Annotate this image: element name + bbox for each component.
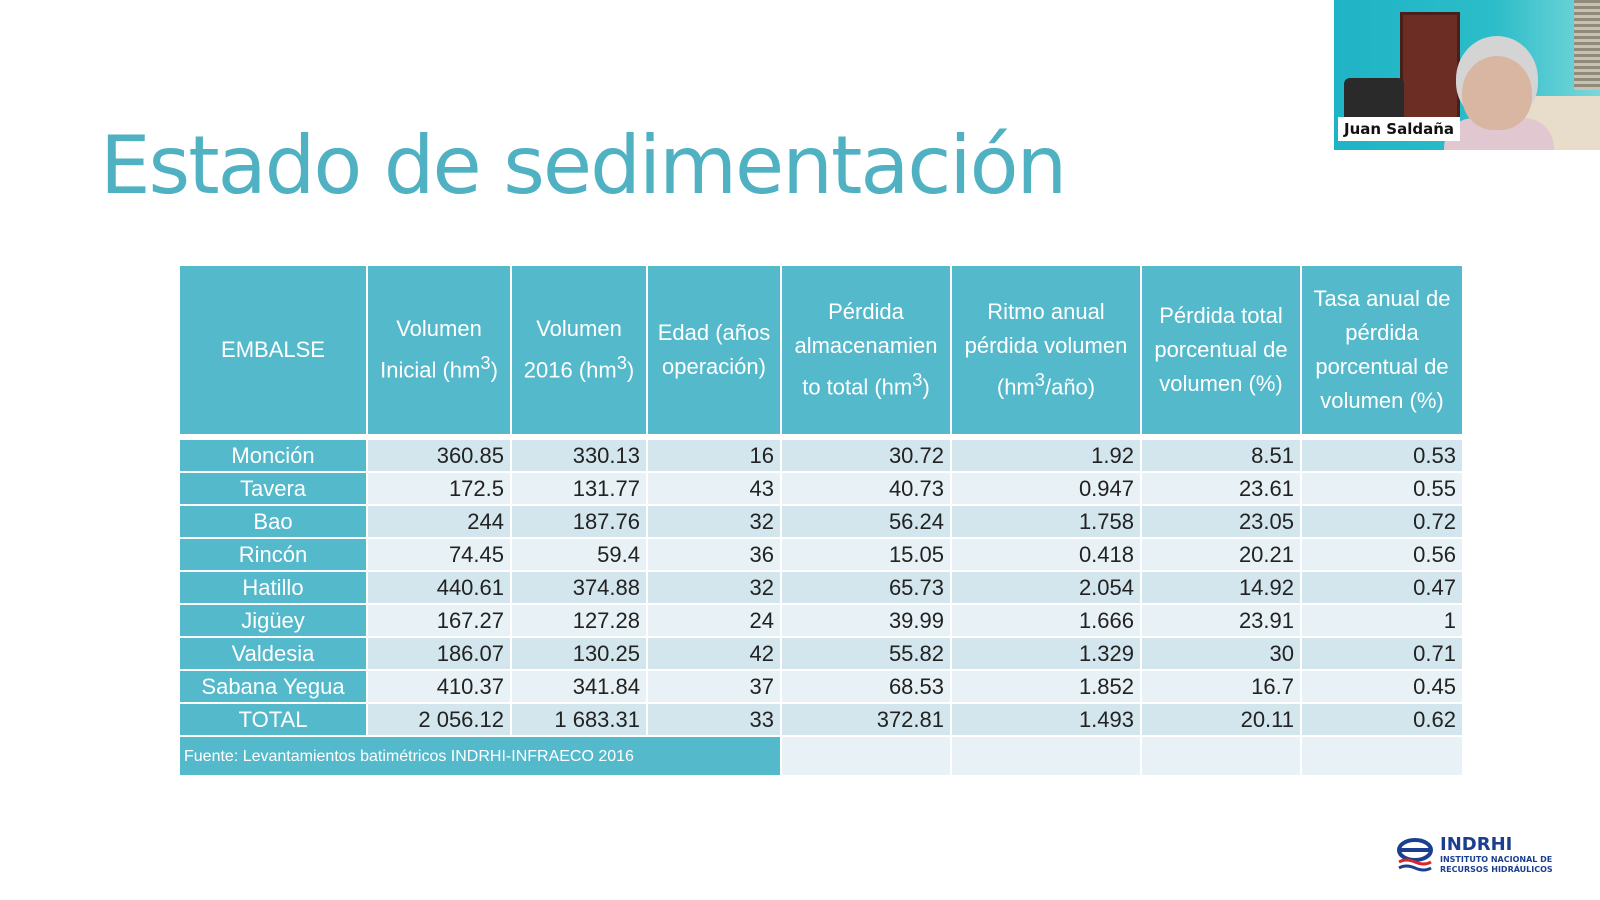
sedimentation-table: [178, 264, 1464, 777]
col-volumen-2016: [512, 266, 646, 434]
cell-edad: 42: [648, 638, 780, 669]
cell-perdida-porcentual: 23.91: [1142, 605, 1300, 636]
cell-volumen-inicial: 167.27: [368, 605, 510, 636]
cell-perdida: 55.82: [782, 638, 950, 669]
cell-edad: 36: [648, 539, 780, 570]
header-text: ): [490, 357, 498, 383]
cell-perdida: 65.73: [782, 572, 950, 603]
reservoir-name: Monción: [180, 440, 366, 471]
header-text: /año): [1044, 374, 1096, 400]
table-header-row: [180, 266, 1462, 434]
header-text: 2016 (hm: [523, 357, 617, 383]
reservoir-name: Jigüey: [180, 605, 366, 636]
cell-ritmo: 0.947: [952, 473, 1140, 504]
cell-volumen-2016: 130.25: [512, 638, 646, 669]
cell-edad: 32: [648, 572, 780, 603]
header-text: Volumen: [536, 316, 622, 342]
indrhi-logo: [1396, 834, 1566, 878]
header-superscript: 3: [480, 352, 491, 374]
col-perdida-almacenamiento: [782, 266, 950, 434]
header-text: (hm: [996, 374, 1035, 400]
header-text: volumen (%): [1320, 388, 1444, 413]
cell-volumen-inicial: 172.5: [368, 473, 510, 504]
header-text: pérdida volumen: [964, 333, 1128, 359]
cell-perdida: 68.53: [782, 671, 950, 702]
cell-ritmo: 1.329: [952, 638, 1140, 669]
header-text: porcentual de: [1154, 337, 1288, 362]
table-row: [180, 605, 1462, 636]
cell-tasa: 0.45: [1302, 671, 1462, 702]
header-text: ): [922, 374, 930, 400]
reservoir-name: Hatillo: [180, 572, 366, 603]
cell-ritmo: 2.054: [952, 572, 1140, 603]
cell-perdida-porcentual: 30: [1142, 638, 1300, 669]
reservoir-name: Sabana Yegua: [180, 671, 366, 702]
cell-perdida-porcentual: 16.7: [1142, 671, 1300, 702]
participant-head: [1462, 56, 1532, 130]
participant-name-tag: Juan Saldaña: [1338, 117, 1460, 141]
header-text: Pérdida: [828, 299, 904, 325]
cell-perdida: 56.24: [782, 506, 950, 537]
cell-perdida: 15.05: [782, 539, 950, 570]
header-text: operación): [662, 354, 766, 379]
cell-tasa: 1: [1302, 605, 1462, 636]
empty-cell: [1142, 737, 1300, 775]
table-row: [180, 506, 1462, 537]
cell-volumen-2016: 1 683.31: [512, 704, 646, 735]
cell-volumen-inicial: 2 056.12: [368, 704, 510, 735]
cell-volumen-2016: 330.13: [512, 440, 646, 471]
cell-volumen-inicial: 186.07: [368, 638, 510, 669]
logo-subtitle: [1440, 855, 1564, 875]
cell-perdida: 39.99: [782, 605, 950, 636]
cell-edad: 43: [648, 473, 780, 504]
reservoir-name: Valdesia: [180, 638, 366, 669]
header-superscript: 3: [1034, 369, 1045, 391]
cell-edad: 37: [648, 671, 780, 702]
cell-volumen-2016: 127.28: [512, 605, 646, 636]
participant-video[interactable]: [1334, 0, 1600, 150]
header-superscript: 3: [912, 369, 923, 391]
empty-cell: [952, 737, 1140, 775]
reservoir-name: Bao: [180, 506, 366, 537]
cell-ritmo: 0.418: [952, 539, 1140, 570]
total-label: TOTAL: [180, 704, 366, 735]
cell-perdida-porcentual: 20.21: [1142, 539, 1300, 570]
cell-volumen-2016: 187.76: [512, 506, 646, 537]
cell-edad: 33: [648, 704, 780, 735]
table-row: [180, 539, 1462, 570]
cell-ritmo: 1.758: [952, 506, 1140, 537]
cell-perdida: 30.72: [782, 440, 950, 471]
header-text: ): [626, 357, 635, 383]
col-embalse: [180, 266, 366, 434]
header-text: Volumen: [396, 316, 482, 342]
cell-tasa: 0.62: [1302, 704, 1462, 735]
cell-tasa: 0.55: [1302, 473, 1462, 504]
slide-title: Estado de sedimentación: [100, 119, 1066, 212]
cell-tasa: 0.53: [1302, 440, 1462, 471]
empty-cell: [1302, 737, 1462, 775]
table-footer-row: [180, 737, 1462, 775]
cell-edad: 16: [648, 440, 780, 471]
col-tasa-anual: [1302, 266, 1462, 434]
col-ritmo-anual: [952, 266, 1140, 434]
cell-ritmo: 1.493: [952, 704, 1140, 735]
source-note: Fuente: Levantamientos batimétricos INDRHI-INFRAECO 2016: [180, 737, 780, 775]
cell-volumen-inicial: 360.85: [368, 440, 510, 471]
cell-volumen-2016: 131.77: [512, 473, 646, 504]
header-text: Tasa anual de: [1313, 286, 1451, 311]
cell-volumen-2016: 341.84: [512, 671, 646, 702]
cell-perdida: 40.73: [782, 473, 950, 504]
col-perdida-total-porcentual: [1142, 266, 1300, 434]
cell-perdida: 372.81: [782, 704, 950, 735]
reservoir-name: Tavera: [180, 473, 366, 504]
table-row: [180, 473, 1462, 504]
reservoir-name: Rincón: [180, 539, 366, 570]
cell-perdida-porcentual: 8.51: [1142, 440, 1300, 471]
cell-ritmo: 1.852: [952, 671, 1140, 702]
header-text: almacenamien: [794, 333, 938, 359]
cell-volumen-2016: 374.88: [512, 572, 646, 603]
cell-volumen-inicial: 440.61: [368, 572, 510, 603]
header-text: porcentual de: [1315, 354, 1449, 379]
header-text: Ritmo anual: [987, 299, 1105, 325]
cell-volumen-inicial: 410.37: [368, 671, 510, 702]
cell-tasa: 0.71: [1302, 638, 1462, 669]
cell-tasa: 0.47: [1302, 572, 1462, 603]
cell-ritmo: 1.92: [952, 440, 1140, 471]
background-blinds: [1574, 0, 1600, 90]
logo-brand: INDRHI: [1440, 834, 1513, 855]
cell-ritmo: 1.666: [952, 605, 1140, 636]
logo-subtitle-line: INSTITUTO NACIONAL DE: [1440, 855, 1553, 864]
header-superscript: 3: [616, 352, 627, 374]
table-row: [180, 572, 1462, 603]
cell-perdida-porcentual: 23.05: [1142, 506, 1300, 537]
header-text: to total (hm: [802, 374, 913, 400]
empty-cell: [782, 737, 950, 775]
header-text: pérdida: [1345, 320, 1419, 345]
header-text: volumen (%): [1159, 371, 1283, 396]
cell-volumen-2016: 59.4: [512, 539, 646, 570]
header-text: Edad (años: [657, 320, 771, 345]
cell-volumen-inicial: 74.45: [368, 539, 510, 570]
cell-perdida-porcentual: 20.11: [1142, 704, 1300, 735]
logo-subtitle-line: RECURSOS HIDRÁULICOS: [1440, 865, 1553, 874]
col-edad: [648, 266, 780, 434]
cell-perdida-porcentual: 23.61: [1142, 473, 1300, 504]
header-text: Inicial (hm: [380, 357, 481, 383]
header-text: EMBALSE: [221, 337, 325, 362]
table-row: [180, 638, 1462, 669]
cell-tasa: 0.72: [1302, 506, 1462, 537]
cell-perdida-porcentual: 14.92: [1142, 572, 1300, 603]
background-door: [1400, 12, 1460, 122]
cell-tasa: 0.56: [1302, 539, 1462, 570]
cell-volumen-inicial: 244: [368, 506, 510, 537]
cell-edad: 32: [648, 506, 780, 537]
header-text: Pérdida total: [1159, 303, 1283, 328]
table-row: [180, 440, 1462, 471]
cell-edad: 24: [648, 605, 780, 636]
col-volumen-inicial: [368, 266, 510, 434]
table-row-total: [180, 704, 1462, 735]
indrhi-emblem-icon: [1396, 836, 1434, 872]
table-row: [180, 671, 1462, 702]
